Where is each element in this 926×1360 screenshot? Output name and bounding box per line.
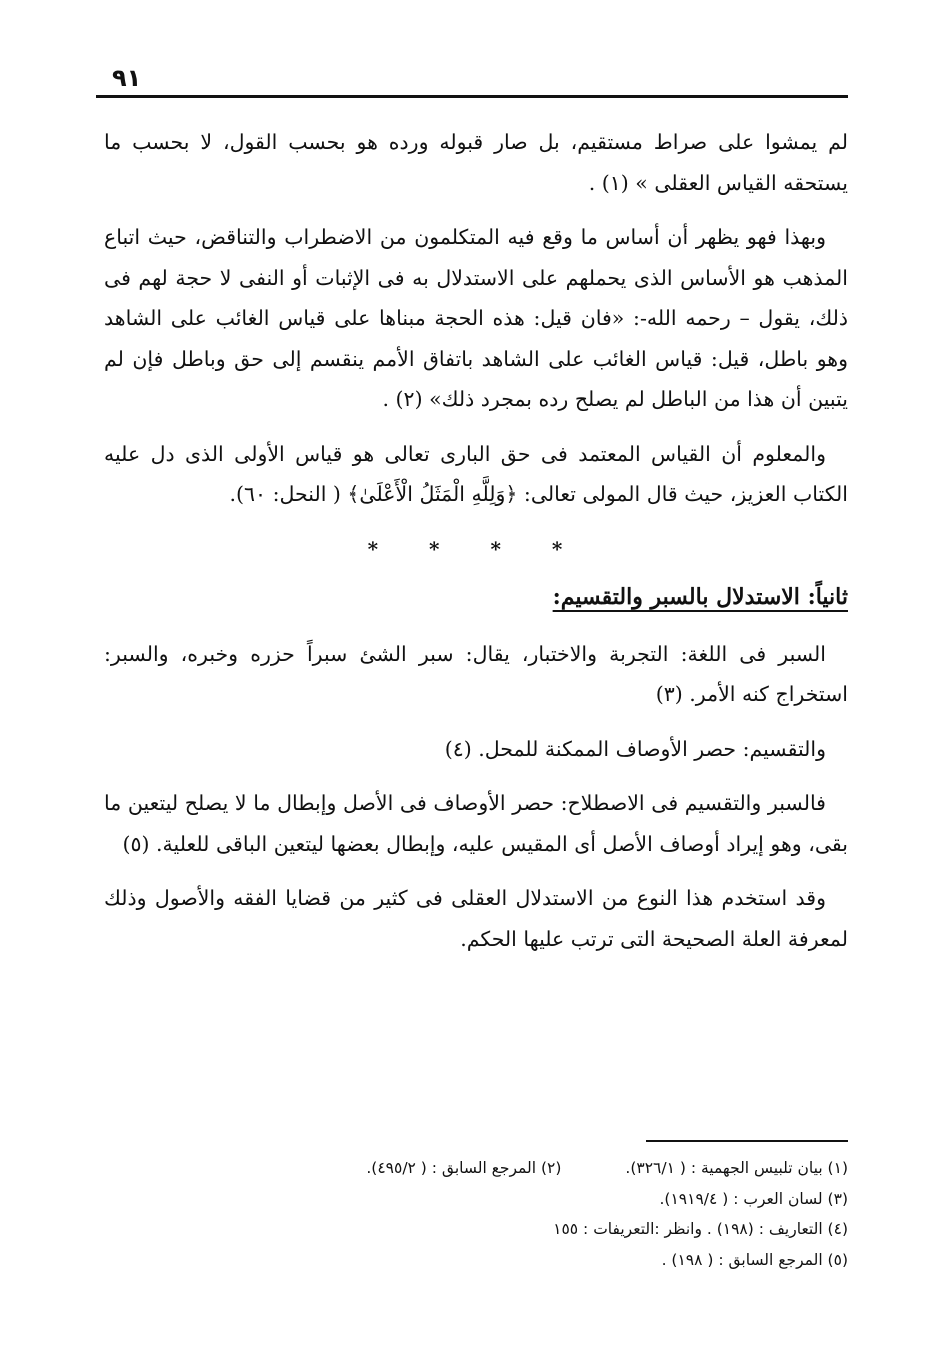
paragraph-4: السبر فى اللغة: التجربة والاختبار، يقال: سبر الشئ سبراً حزره وخبره، والسبر: استخراج كنه الأمر. (٣) bbox=[104, 641, 848, 706]
header-rule bbox=[96, 95, 848, 98]
paragraph-2: وبهذا فهو يظهر أن أساس ما وقع فيه المتكلمون من الاضطراب والتناقض، حيث اتباع المذهب هو الأساس الذى يحملهم على الاستدلال به فى الإثبات أو النفى لا حجة لهم فى ذلك، يقول – رحمه الله-: «فان قيل: هذه الحجة مبناها على قياس الغائب على الشاهد وهو باطل، قيل: قياس الغائب على الشاهد باتفاق الأمم ينقسم إلى حق وباطل فإن لم يتبين أن هذا من الباطل لم يصلح رده بمجرد ذلك» (٢) . bbox=[104, 225, 848, 411]
footnote-rule bbox=[646, 1140, 848, 1142]
footnote-gap bbox=[561, 1153, 625, 1184]
body-text bbox=[104, 122, 848, 973]
paragraph-5: والتقسيم: حصر الأوصاف الممكنة للمحل. (٤) bbox=[444, 736, 826, 761]
footnote-5: (٥) المرجع السابق : ( ١٩٨) . bbox=[661, 1250, 848, 1269]
section-heading: ثانياً: الاستدلال بالسبر والتقسيم: bbox=[552, 584, 848, 610]
footnote-3: (٣) لسان العرب : ( ١٩١٩/٤). bbox=[659, 1189, 848, 1208]
paragraph-7: وقد استخدم هذا النوع من الاستدلال العقلى فى كثير من قضايا الفقه والأصول وذلك لمعرفة العلة الصحيحة التى ترتب عليها الحكم. bbox=[104, 886, 848, 951]
footnote-2: (٢) المرجع السابق : ( ٤٩٥/٢). bbox=[366, 1159, 562, 1177]
paragraph-1: لم يمشوا على صراط مستقيم، بل صار قبوله ورده هو بحسب القول، لا بحسب ما يستحقه القياس العقلى » (١) . bbox=[104, 130, 848, 195]
footnote-row bbox=[260, 1153, 848, 1184]
page-number: ٩١ bbox=[112, 64, 142, 92]
paragraph-6: فالسبر والتقسيم فى الاصطلاح: حصر الأوصاف فى الأصل وإبطال ما لا يصلح ليتعين ما بقى، وهو إيراد أوصاف الأصل أى المقيس عليه، وإبطال بعضها ليتعين الباقى للعلية. (٥) bbox=[104, 791, 848, 856]
paragraph-3: والمعلوم أن القياس المعتمد فى حق البارى تعالى هو قياس الأولى الذى دل عليه الكتاب العزيز، حيث قال المولى تعالى: ﴿وَلِلَّهِ الْمَثَلُ الْأَعْلَىٰ﴾ ( النحل: ٦٠). bbox=[104, 441, 848, 506]
footnote-4: (٤) التعاريف : (١٩٨) . وانظر :التعريفات : ١٥٥ bbox=[553, 1220, 848, 1238]
footnotes bbox=[260, 1153, 848, 1275]
footnote-1: (١) بيان تلبيس الجهمية : ( ٣٢٦/١). bbox=[625, 1159, 848, 1177]
section-separator: * * * * bbox=[367, 536, 585, 561]
